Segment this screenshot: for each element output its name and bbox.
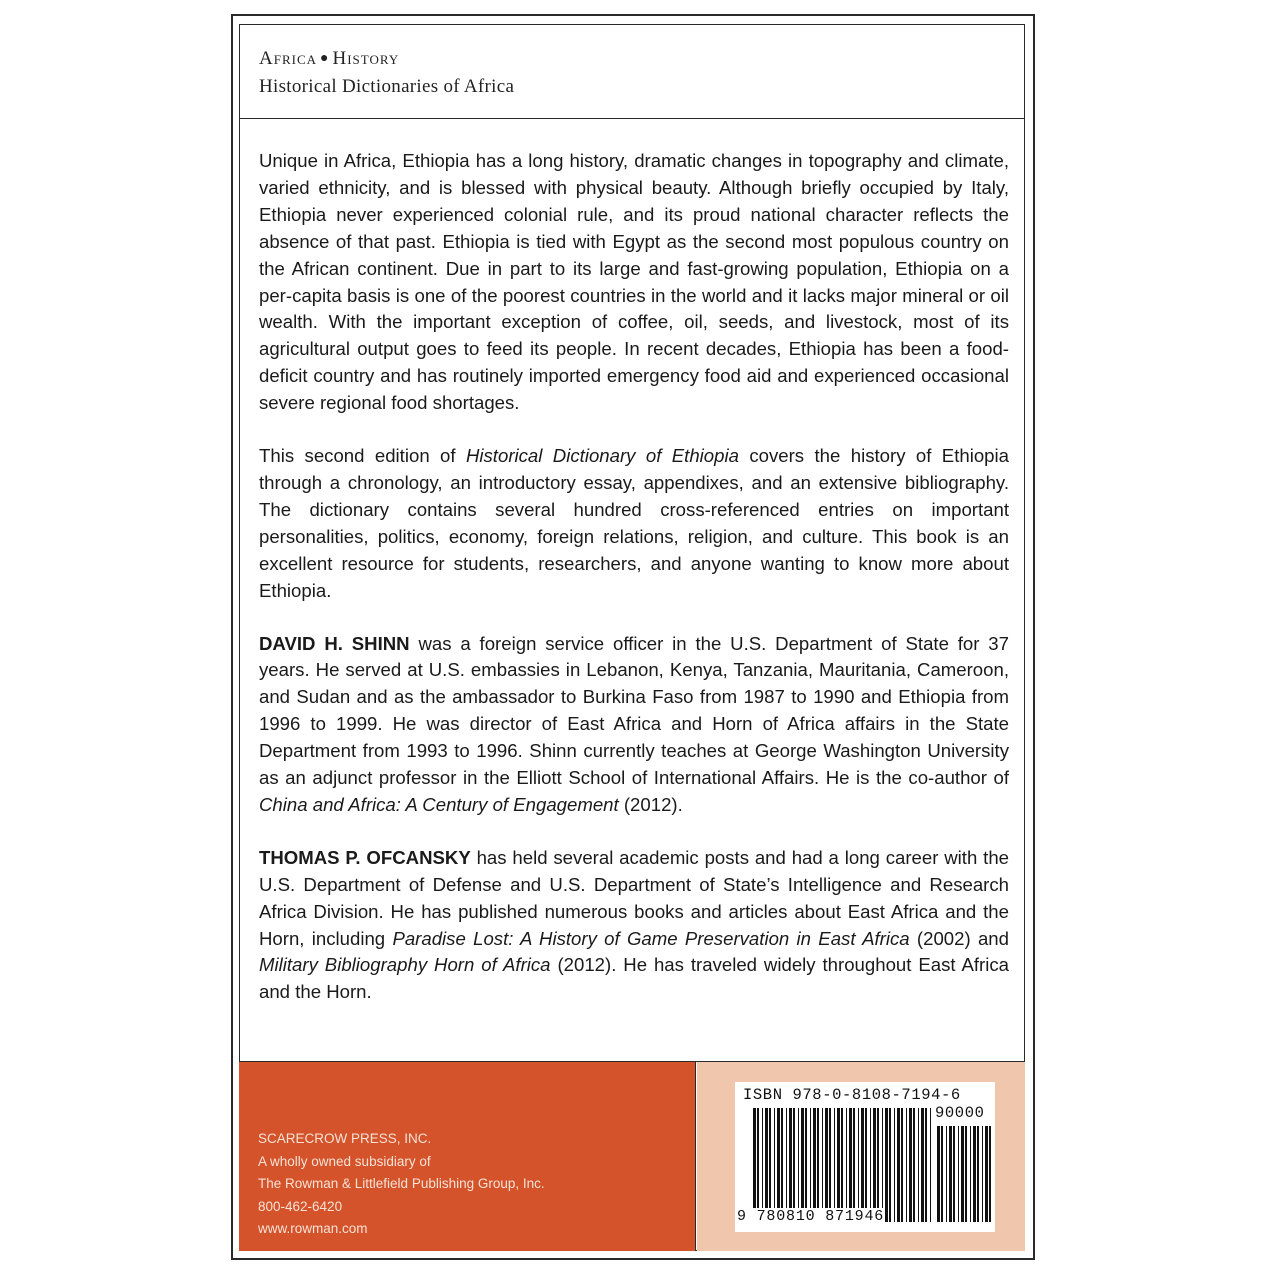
barcode-bar: [849, 1108, 852, 1222]
series-header: [259, 48, 514, 98]
barcode-bar: [941, 1126, 943, 1222]
publisher-panel: [239, 1062, 696, 1251]
barcode-addon-number: 90000: [935, 1104, 985, 1122]
author-1-bio-end: (2012).: [618, 793, 683, 815]
ean-first-digit: 9: [737, 1208, 747, 1225]
barcode-bar: [877, 1108, 879, 1222]
barcode-bar: [789, 1108, 792, 1222]
barcode-bar: [930, 1108, 931, 1222]
barcode-bar: [762, 1108, 763, 1222]
barcode-bar: [757, 1108, 759, 1222]
barcode-bar: [965, 1126, 967, 1222]
barcode-bar: [894, 1108, 895, 1222]
barcode-bar: [829, 1108, 831, 1222]
publisher-subsidiary: A wholly owned subsidiary of: [258, 1153, 431, 1169]
description-text: [259, 148, 1009, 1032]
ean-digits: [737, 1208, 884, 1225]
barcode-bar: [774, 1108, 775, 1222]
author-1-book: China and Africa: A Century of Engagement: [259, 793, 619, 815]
barcode-bar: [921, 1108, 924, 1222]
barcode-bar: [961, 1126, 964, 1222]
author-bio-1: [259, 631, 1009, 819]
publisher-website: www.rowman.com: [258, 1221, 368, 1236]
barcode-bar: [958, 1126, 959, 1222]
barcode-bar: [837, 1108, 840, 1222]
barcode-bar: [853, 1108, 855, 1222]
author-2-bio-mid: (2002) and: [909, 927, 1009, 949]
book-title: Historical Dictionary of Ethiopia: [465, 445, 739, 467]
publisher-parent: The Rowman & Littlefield Publishing Group, Inc.: [258, 1176, 545, 1191]
publisher-name: SCARECROW PRESS, INC.: [258, 1131, 432, 1146]
barcode-bar: [861, 1108, 864, 1222]
barcode-bar: [846, 1108, 847, 1222]
description-paragraph-1: Unique in Africa, Ethiopia has a long history, dramatic changes in topography and climate, varied ethnicity, and is blessed with physical beauty. Although briefly occupied by Italy, Ethiopia never experienced colonial rule, and its proud national character reflects the absence of that past. Ethiopia is tied with Egypt as the second most populous country on the African continent. Due in part to its large and fast-growing population, Ethiopia on a per-capita basis is one of the poorest countries in the world and it lacks major mineral or oil wealth. With the important exception of coffee, oil, seeds, and livestock, most of its agricultural output goes to feed its people. In recent decades, Ethiopia has been a food-deficit country and has routinely imported emergency food aid and experienced occasional severe regional food shortages.: [259, 150, 1009, 414]
author-2-book-2: Military Bibliography Horn of Africa: [259, 954, 551, 976]
header-divider: [239, 118, 1025, 119]
barcode-bar: [897, 1108, 900, 1222]
barcode-bar: [937, 1126, 940, 1222]
barcode-bar: [885, 1108, 888, 1222]
author-2-name: THOMAS P. OFCANSKY: [259, 846, 471, 868]
barcode-bar: [753, 1108, 756, 1222]
series-subject-history: History: [332, 48, 400, 69]
barcode-bar: [918, 1108, 919, 1222]
barcode-bar: [793, 1108, 795, 1222]
barcode-bar: [834, 1108, 835, 1222]
barcode-bar: [798, 1108, 799, 1222]
barcode-bar: [889, 1108, 891, 1222]
barcode-bar: [813, 1108, 816, 1222]
author-2-bio: has held several academic posts and had a long career with the U.S. Department of Defense and U.S. Department of State’s Intelligence and Research Africa Division. He has published numerous books and articles about East Africa and the Horn, including: [259, 846, 1009, 949]
barcode-bar: [817, 1108, 819, 1222]
barcode-bar: [882, 1108, 883, 1222]
barcode-bar: [865, 1108, 867, 1222]
barcode-panel: [697, 1062, 1025, 1251]
barcode-bar: [913, 1108, 915, 1222]
author-2-bio-end: (2012). He has traveled widely throughout East Africa and the Horn.: [259, 954, 1009, 1003]
barcode-bar: [909, 1108, 912, 1222]
barcode-bar: [985, 1126, 988, 1222]
barcode-bar: [805, 1108, 807, 1222]
barcode-bar: [825, 1108, 828, 1222]
paragraph-2-rest: covers the history of Ethiopia through a chronology, an introductory essay, appendixes, and an extensive bibliography. The dictionary contains several hundred cross-referenced entries on important personalities, politics, economy, foreign relations, religion, and culture. This book is an excellent resource for students, researchers, and anyone wanting to know more about Ethiopia.: [259, 445, 1009, 601]
barcode-bar: [786, 1108, 787, 1222]
barcode-bar: [977, 1126, 979, 1222]
publisher-info: [258, 1128, 545, 1241]
barcode-bar: [925, 1108, 927, 1222]
series-subject-africa: Africa: [259, 48, 318, 69]
author-1-name: DAVID H. SHINN: [259, 632, 410, 654]
barcode-bar: [765, 1108, 768, 1222]
author-bio-2: [259, 845, 1009, 1006]
series-subject: [259, 48, 514, 70]
barcode-bar: [777, 1108, 780, 1222]
barcode-bar: [982, 1126, 983, 1222]
barcode-bar: [946, 1126, 947, 1222]
barcode-bar: [781, 1108, 783, 1222]
barcode-bar: [970, 1126, 971, 1222]
author-2-book-1: Paradise Lost: A History of Game Preservation in East Africa: [392, 927, 910, 949]
barcode-bar: [906, 1108, 907, 1222]
barcode-bar: [810, 1108, 811, 1222]
barcode-bar: [769, 1108, 771, 1222]
ean-left-digits: 780810: [756, 1208, 816, 1225]
barcode-bar: [822, 1108, 823, 1222]
barcode-bar: [870, 1108, 871, 1222]
barcode: [735, 1082, 995, 1232]
description-paragraph-2: [259, 443, 1009, 604]
barcode-bar: [989, 1126, 991, 1222]
barcode-bar: [973, 1126, 976, 1222]
isbn-label: ISBN 978-0-8108-7194-6: [743, 1086, 961, 1104]
series-name: Historical Dictionaries of Africa: [259, 76, 515, 97]
bullet-separator: ●: [320, 51, 330, 66]
barcode-bar: [949, 1126, 952, 1222]
barcode-bar: [953, 1126, 955, 1222]
author-1-bio: was a foreign service officer in the U.S. Department of State for 37 years. He served at U.S. embassies in Lebanon, Kenya, Tanzania, Mauritania, Cameroon, and Sudan and as the ambassador to Burkina Faso from 1987 to 1990 and Ethiopia from 1996 to 1999. He was director of East Africa and Horn of Africa affairs in the State Department from 1993 to 1996. Shinn currently teaches at George Washington University as an adjunct professor in the Elliott School of International Affairs. He is the co-author of: [259, 632, 1009, 789]
barcode-bar: [801, 1108, 804, 1222]
barcode-bar: [873, 1108, 876, 1222]
publisher-phone: 800-462-6420: [258, 1198, 343, 1214]
ean-right-digits: 871946: [825, 1208, 885, 1225]
paragraph-2-intro: This second edition of: [259, 445, 466, 467]
barcode-bar: [901, 1108, 903, 1222]
barcode-bar: [858, 1108, 859, 1222]
barcode-bar: [841, 1108, 843, 1222]
